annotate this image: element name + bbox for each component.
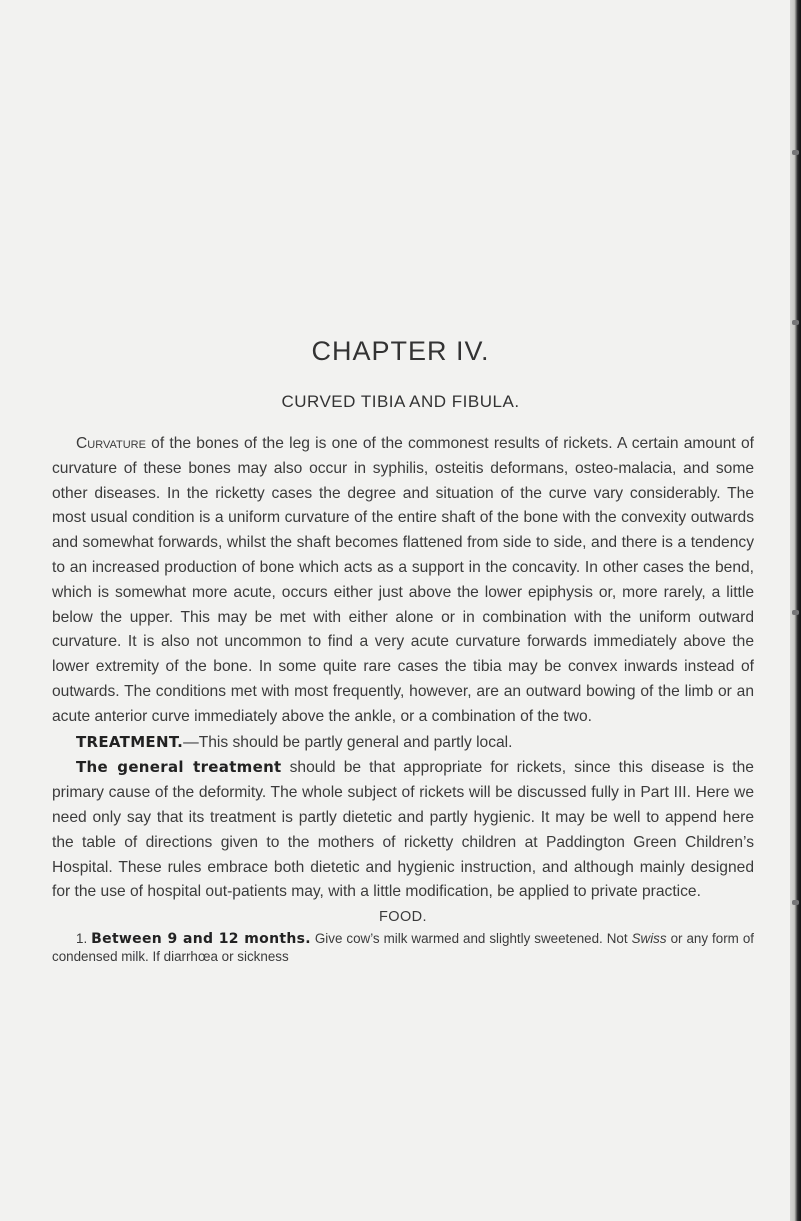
edge-mark — [792, 320, 799, 325]
food-item-italic: Swiss — [631, 930, 667, 946]
food-item-text-2: or any form of condensed milk. If diarrhœa or sickness — [52, 930, 754, 964]
food-item-heading: Between 9 and 12 months. — [91, 930, 311, 947]
intro-paragraph — [52, 432, 754, 730]
treatment-paragraph — [52, 730, 754, 756]
chapter-subtitle: CURVED TIBIA AND FIBULA. — [281, 392, 520, 411]
chapter-title: CHAPTER IV. — [311, 336, 490, 366]
general-treatment-text: should be that appropriate for rickets, since this disease is the primary cause of the deformity. The whole subject of rickets will be discussed fully in Part III. Here we need only say that its treatment is partly dietetic and partly hygienic. It may be well to append here the table of directions given to the mothers of ricketty children at Paddington Green Children’s Hospital. These rules embrace both dietetic and hygienic instruction, and although mainly designed for the use of hospital out-patients may, with a little modification, be applied to private practice. — [52, 759, 754, 901]
food-heading: FOOD. — [379, 909, 427, 926]
general-treatment-paragraph — [52, 755, 754, 905]
edge-mark — [792, 610, 799, 615]
food-item — [52, 930, 754, 965]
body-text — [52, 432, 754, 965]
food-item-text-1: Give cow’s milk warmed and slightly sweetened. Not — [310, 930, 632, 946]
page-edge-shadow — [790, 0, 801, 1221]
treatment-heading: TREATMENT. — [76, 732, 184, 751]
general-treatment-heading: The general treatment — [76, 758, 282, 777]
intro-text: of the bones of the leg is one of the commonest results of rickets. A certain amount of curvature of these bones may also occur in syphilis, osteitis deformans, osteo-malacia, and some other diseases. In the ricketty cases the degree and situation of the curve vary considerably. The most usual condition is a uniform curvature of the entire shaft of the bone with the convexity outwards and somewhat forwards, whilst the shaft becomes flattened from side to side, and there is a tendency to an increased production of bone which acts as a support in the concavity. In other cases the bend, which is somewhat more acute, occurs either just above the lower epiphysis or, more rarely, a little below the upper. This may be met with either alone or in combination with the uniform outward curvature. It is also not uncommon to find a very acute curvature forwards immediately above the lower extremity of the bone. In some quite rare cases the tibia may be convex inwards instead of outwards. The conditions met with most frequently, however, are an outward bowing of the limb or an acute anterior curve immediately above the ankle, or a combination of the two. — [52, 435, 754, 725]
intro-lead-word: Curvature — [76, 435, 146, 452]
treatment-text: —This should be partly general and partly local. — [183, 733, 513, 751]
food-item-number: 1. — [76, 930, 88, 946]
edge-mark — [792, 900, 799, 905]
edge-mark — [792, 150, 799, 155]
